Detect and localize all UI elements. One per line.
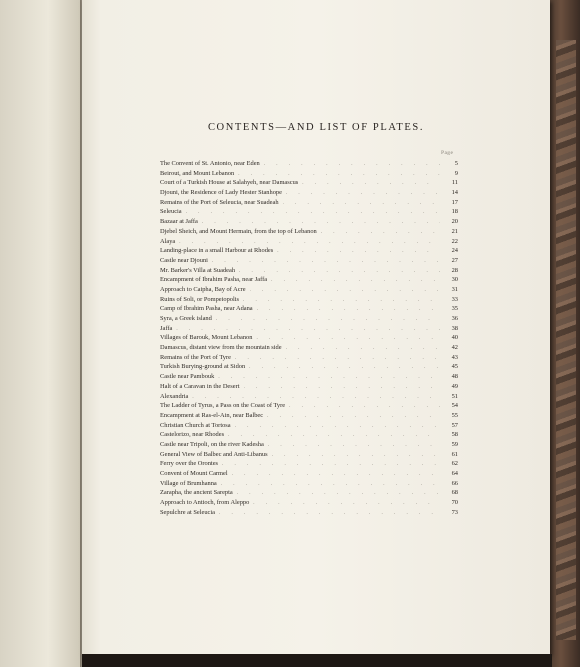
entry-title: Castle near Pambouk: [160, 373, 215, 381]
contents-entry: [160, 411, 458, 421]
entry-title: Mr. Barker's Villa at Suadeah: [160, 266, 236, 274]
entry-page-number: 22: [451, 237, 458, 245]
entry-title: Zarapha, the ancient Sarepta: [160, 489, 233, 497]
entry-page-number: 45: [451, 363, 458, 371]
entry-title: Jaffa: [160, 324, 173, 332]
entry-page-number: 49: [451, 382, 458, 390]
contents-entry: [160, 256, 458, 266]
entry-title: Damascus, distant view from the mountain side: [160, 344, 282, 352]
contents-entry: [160, 178, 458, 188]
contents-entry: [160, 343, 458, 353]
contents-entry: [160, 169, 458, 179]
entry-title: Alaya: [160, 237, 176, 245]
dot-leader: [249, 363, 440, 373]
entry-title: Ferry over the Orontes: [160, 460, 219, 468]
entry-title: Approach to Caipha, Bay of Acre: [160, 285, 246, 293]
dot-leader: [235, 354, 440, 364]
entry-title: Convent of Mount Carmel: [160, 470, 228, 477]
contents-entry: [160, 333, 458, 343]
entry-page-number: 30: [451, 276, 458, 284]
page-shadow: [82, 654, 552, 667]
contents-entry: [160, 479, 458, 489]
entry-page-number: 58: [451, 431, 458, 439]
entry-page-number: 42: [451, 344, 458, 352]
entry-title: Alexandria: [160, 392, 189, 400]
entry-title: Encampment of Ibrahim Pasha, near Jaffa: [160, 276, 268, 284]
entry-page-number: 36: [451, 315, 458, 322]
entry-title: Syra, a Greek island: [160, 315, 212, 322]
contents-entry: [160, 392, 458, 402]
entry-page-number: 38: [451, 324, 458, 332]
contents-entry: [160, 421, 458, 431]
entry-page-number: 68: [451, 489, 458, 497]
contents-entry: [160, 198, 458, 208]
entry-title: Bazaar at Jaffa: [160, 218, 198, 226]
dot-leader: [277, 247, 440, 257]
entry-page-number: 20: [451, 218, 458, 226]
entry-page-number: 55: [451, 411, 458, 419]
entry-page-number: 27: [451, 256, 458, 264]
contents-entry: [160, 469, 458, 479]
dot-leader: [218, 373, 440, 383]
entry-title: Sepulchre at Seleucia: [160, 508, 216, 516]
dot-leader: [235, 422, 440, 432]
entry-page-number: 33: [451, 295, 458, 303]
contents-entry: [160, 217, 458, 227]
entry-title: Approach to Antioch, from Aleppo: [160, 499, 250, 507]
dot-leader: [271, 276, 440, 286]
contents-entry: [160, 246, 458, 256]
dot-leader: [250, 286, 440, 296]
contents-entry: [160, 459, 458, 469]
dot-leader: [264, 160, 440, 170]
contents-entry: [160, 382, 458, 392]
contents-entry: [160, 304, 458, 314]
entry-title: The Ladder of Tyrus, a Pass on the Coast of Tyre: [160, 402, 286, 410]
dot-leader: [244, 383, 441, 393]
contents-entry: [160, 275, 458, 285]
entry-page-number: 28: [451, 266, 458, 274]
contents-entry: [160, 295, 458, 305]
entry-title: Ruins of Soli, or Pompeiopolis: [160, 295, 240, 303]
contents-entry: [160, 227, 458, 237]
contents-entry: [160, 188, 458, 198]
dot-leader: [253, 499, 440, 509]
entry-title: Halt of a Caravan in the Desert: [160, 382, 240, 390]
entry-page-number: 21: [451, 227, 458, 235]
entry-title: The Convent of St. Antonio, near Eden: [160, 160, 260, 167]
contents-entry: [160, 237, 458, 247]
dot-leader: [243, 296, 440, 306]
dot-leader: [321, 228, 440, 238]
dot-leader: [289, 402, 440, 412]
dot-leader: [239, 267, 440, 277]
dot-leader: [237, 489, 440, 499]
entry-title: Djouni, the Residence of Lady Hester Stanhope: [160, 189, 282, 197]
contents-entry: [160, 508, 458, 518]
entry-title: Encampment at Ras-el-Ain, near Balbec: [160, 411, 264, 419]
dot-leader: [222, 460, 440, 470]
entry-page-number: 57: [451, 421, 458, 429]
entry-title: Castle near Djouni: [160, 256, 208, 264]
contents-entry: [160, 324, 458, 334]
entry-page-number: 31: [451, 285, 458, 293]
contents-entry: [160, 266, 458, 276]
contents-entry: [160, 362, 458, 372]
entry-title: Court of a Turkish House at Salahyeh, near Damascus: [160, 179, 299, 187]
entry-title: Castle near Tripoli, on the river Kadesha: [160, 440, 264, 448]
contents-entry: [160, 450, 458, 460]
entry-page-number: 54: [451, 402, 458, 410]
contents-entry: [160, 440, 458, 450]
contents-entry: [160, 401, 458, 411]
marbled-endpaper-edge: [556, 40, 576, 640]
entry-page-number: 14: [451, 189, 458, 197]
entry-title: Remains of the Port of Seleucia, near Suadeah: [160, 198, 279, 206]
dot-leader: [256, 334, 440, 344]
entry-title: Castelorizo, near Rhodes: [160, 431, 225, 439]
entry-page-number: 70: [451, 499, 458, 507]
entry-title: Djebel Sheich, and Mount Hermain, from the top of Lebanon: [160, 227, 317, 235]
dot-leader: [272, 451, 440, 461]
entry-page-number: 59: [451, 440, 458, 448]
contents-entry: [160, 372, 458, 382]
entry-title: Beirout, and Mount Lebanon: [160, 169, 235, 177]
entry-page-number: 43: [451, 353, 458, 361]
entry-page-number: 62: [451, 460, 458, 468]
entry-page-number: 35: [451, 305, 458, 313]
page-column-label: Page: [441, 150, 454, 156]
entry-title: Seleucia: [160, 208, 182, 216]
dot-leader: [286, 344, 440, 354]
dot-leader: [216, 315, 440, 325]
contents-entry: [160, 353, 458, 363]
dot-leader: [257, 305, 440, 315]
entry-page-number: 18: [451, 208, 458, 216]
facing-page-edge: [0, 0, 80, 667]
dot-leader: [267, 412, 440, 422]
entry-title: Turkish Burying-ground at Sidon: [160, 363, 246, 371]
contents-entry: [160, 430, 458, 440]
entry-page-number: 61: [451, 450, 458, 458]
dot-leader: [186, 208, 440, 218]
entry-page-number: 51: [451, 392, 458, 400]
dot-leader: [212, 257, 440, 267]
entry-title: Village of Brumhanna: [160, 479, 217, 487]
contents-entry: [160, 488, 458, 498]
dot-leader: [268, 441, 440, 451]
entry-page-number: 24: [451, 247, 458, 255]
entry-page-number: 17: [451, 198, 458, 206]
entry-title: Christian Church at Tortosa: [160, 421, 231, 429]
entry-title: Landing-place in a small Harbour at Rhodes: [160, 247, 274, 255]
contents-list: [160, 159, 458, 517]
entry-title: Remains of the Port of Tyre: [160, 353, 231, 361]
dot-leader: [219, 509, 440, 519]
contents-entry: [160, 159, 458, 169]
entry-page-number: 48: [451, 373, 458, 381]
page-title: CONTENTS—AND LIST OF PLATES.: [207, 122, 425, 133]
entry-page-number: 9: [454, 169, 458, 177]
contents-entry: [160, 314, 458, 324]
dot-leader: [283, 199, 440, 209]
entry-page-number: 40: [451, 334, 458, 342]
dot-leader: [302, 179, 440, 189]
contents-entry: [160, 498, 458, 508]
entry-page-number: 73: [451, 508, 458, 516]
entry-title: Villages of Barouk, Mount Lebanon: [160, 334, 253, 342]
contents-entry: [160, 285, 458, 295]
entry-page-number: 66: [451, 479, 458, 487]
entry-title: Camp of Ibrahim Pasha, near Adana: [160, 305, 253, 313]
entry-page-number: 5: [454, 160, 458, 167]
dot-leader: [221, 480, 440, 490]
contents-entry: [160, 207, 458, 217]
entry-page-number: 64: [451, 470, 458, 477]
entry-page-number: 11: [451, 179, 458, 187]
dot-leader: [232, 470, 440, 480]
entry-title: General View of Balbec and Anti-Libanus: [160, 450, 268, 458]
dot-leader: [286, 189, 440, 199]
